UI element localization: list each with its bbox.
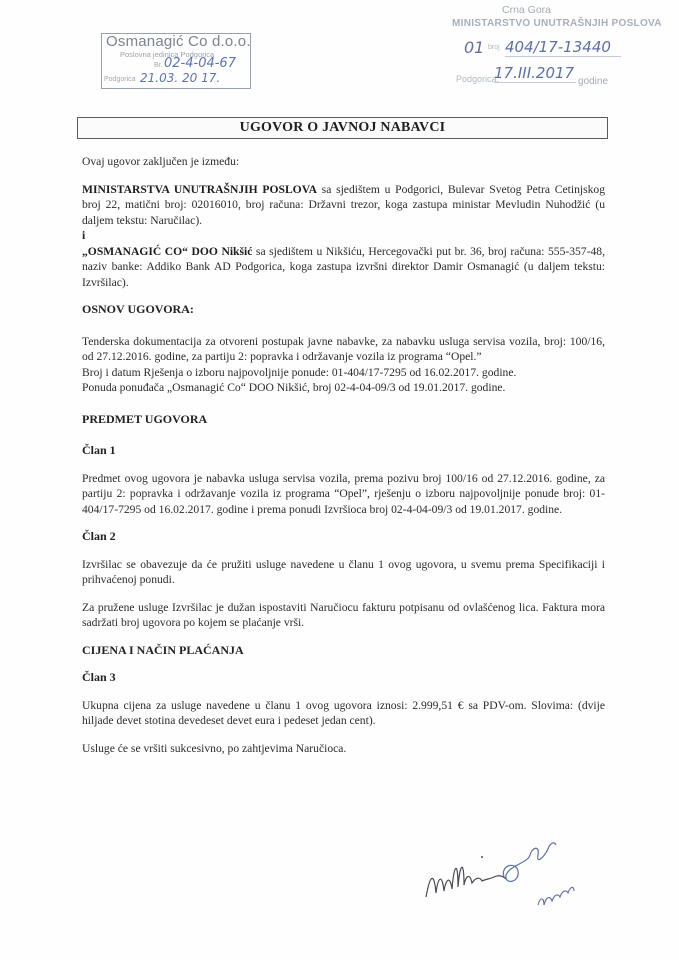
- osnov-paragraph-2: Broj i datum Rješenja o izboru najpovoljnije ponude: 01-404/17-7295 od 16.02.2017. godine.: [82, 365, 517, 379]
- stamp-place-label: Podgorica: [104, 76, 136, 83]
- title-box: [77, 117, 608, 139]
- conjunction: [82, 228, 605, 244]
- ministry-registration-stamp: [452, 4, 679, 94]
- party-ministry-details: sa sjedištem u Podgorici, Bulevar Svetog Petra Cetinjskog broj 22, matični broj: 02016010, broj računa: Državni trezor, koga zastupa ministar Mevludin Nuhodžić (u daljem tekstu: Naručilac).: [82, 182, 605, 227]
- document-title: UGOVOR O JAVNOJ NABAVCI: [239, 120, 446, 135]
- stamp-godine-label: godine: [578, 76, 609, 87]
- article-3-paragraph-2: Usluge će se vršiti sukcesivno, po zahtjevima Naručioca.: [82, 741, 347, 755]
- stamp-broj-label: broj: [488, 44, 500, 51]
- section-heading-cijena: CIJENA I NAČIN PLAĆANJA: [82, 642, 244, 657]
- signature-icon: [420, 835, 670, 955]
- stamp-broj-label: Br.: [154, 62, 163, 69]
- stamp-date-value: 21.03. 20 17.: [140, 71, 221, 85]
- stamp-place-label: Podgorica,: [456, 74, 500, 84]
- article-2-heading: Član 2: [82, 529, 116, 543]
- conjunction-text: i: [82, 229, 86, 242]
- article-1-paragraph: Predmet ovog ugovora je nabavka usluga servisa vozila, prema pozivu broj 100/16 od 27.12.2016. godine, za partiju 2: popravka i održavanje vozila iz programa “Opel”, rješenju o izboru najpovoljnije ponude broj: 01-404/17-7295 od 16.02.2017. godine i prema ponudi Izvršioca broj 02-4-04-09/3 od 19.01.2017. godine.: [82, 471, 605, 516]
- company-registration-stamp: [101, 33, 251, 89]
- stamp-company-name: Osmanagić Co d.o.o.: [106, 33, 251, 50]
- party-ministry-name: MINISTARSTVA UNUTRAŠNJIH POSLOVA: [82, 182, 317, 196]
- party-ministry: [82, 182, 605, 229]
- party-contractor-name: „OSMANAGIĆ CO“ DOO Nikšić: [82, 244, 253, 258]
- stamp-number-value: 404/17-13440: [505, 38, 621, 57]
- stamp-unit-name: Poslovna jedinica Podgorica: [120, 50, 215, 59]
- article-1-heading: Član 1: [82, 443, 116, 457]
- stamp-country: Crna Gora: [502, 4, 552, 16]
- section-heading-osnov: OSNOV UGOVORA:: [82, 302, 194, 316]
- intro-text: Ovaj ugovor zaključen je između:: [82, 155, 240, 168]
- osnov-paragraph-1: Tenderska dokumentacija za otvoreni postupak javne nabavke, za nabavku usluga servisa vozila, broj: 100/16, od 27.12.2016. godine, za partiju 2: popravka i održavanje vozila iz programa “Opel.”: [82, 334, 605, 363]
- article-2-paragraph-1: Izvršilac se obavezuje da će pružiti usluge navedene u članu 1 ovog ugovora, u svemu prema Specifikaciji i prihvaćenoj ponudi.: [82, 557, 605, 586]
- stamp-date-value: 17.III.2017: [494, 64, 575, 82]
- osnov-paragraph-3: Ponuda ponuđača „Osmanagić Co“ DOO Nikšić, broj 02-4-04-09/3 od 19.01.2017. godine.: [82, 381, 506, 394]
- document-body: [82, 154, 605, 756]
- party-contractor: [82, 244, 605, 291]
- stamp-ministry-name: MINISTARSTVO UNUTRAŠNJIH POSLOVA: [452, 18, 662, 29]
- stamp-number-prefix: 01: [464, 38, 485, 57]
- article-2-paragraph-2: Za pružene usluge Izvršilac je dužan ispostaviti Naručiocu fakturu potpisanu od ovlašćenog lica. Faktura mora sadržati broj ugovora po kojem se plaćanje vrši.: [82, 600, 605, 629]
- party-contractor-details: sa sjedištem u Nikšiću, Hercegovački put br. 36, broj računa: 555-357-48, naziv banke: Addiko Bank AD Podgorica, koga zastupa izvršni direktor Damir Osmanagić (u daljem tekstu: Izvršilac).: [82, 244, 605, 289]
- stamp-broj-value: 02-4-04-67: [164, 56, 236, 71]
- section-heading-predmet: PREDMET UGOVORA: [82, 411, 208, 426]
- article-3-heading: Član 3: [82, 670, 116, 684]
- handwritten-signature: [420, 835, 670, 955]
- article-3-paragraph-1: Ukupna cijena za usluge navedene u članu 1 ovog ugovora iznosi: 2.999,51 € sa PDV-om. Slovima: (dvije hiljade devet stotina devedeset devet eura i pedeset jedan cent).: [82, 698, 605, 727]
